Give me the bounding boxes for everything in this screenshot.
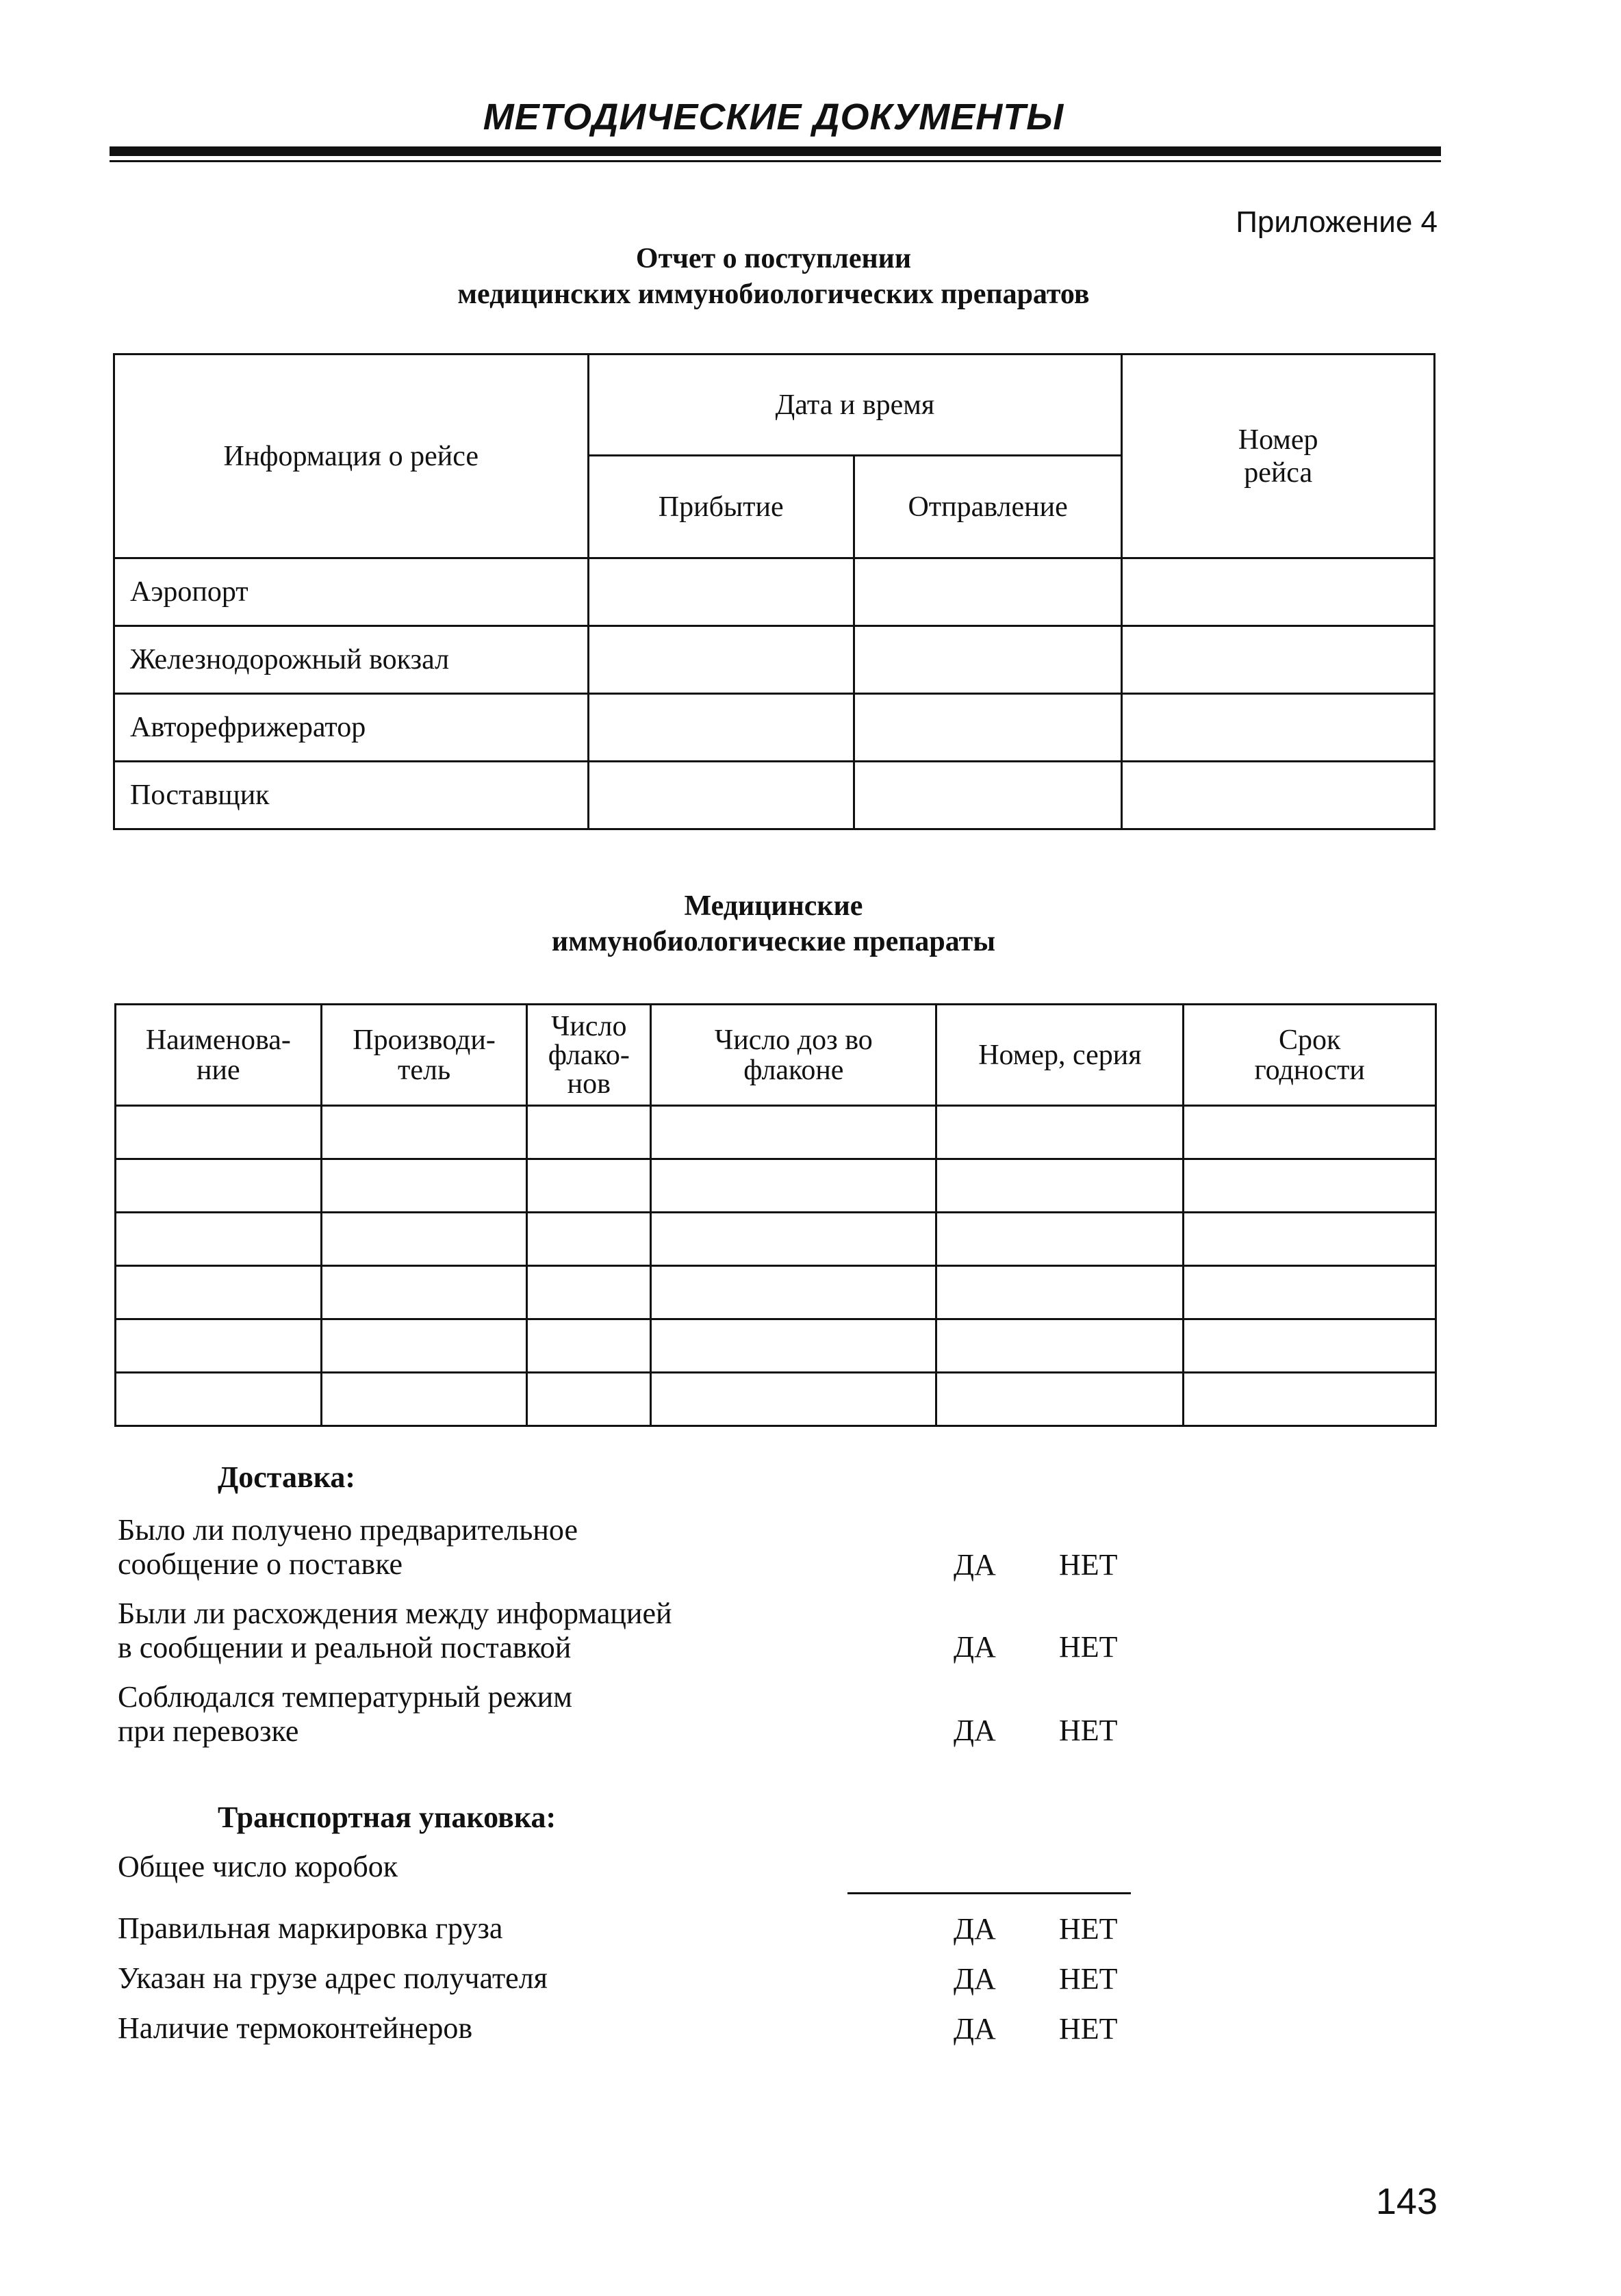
cell-empty: [936, 1373, 1184, 1426]
report-title-line1: Отчет о поступлении: [635, 243, 912, 274]
cell-empty: [651, 1373, 936, 1426]
table-row: [116, 1266, 1436, 1319]
cell-empty: [651, 1319, 936, 1373]
delivery-question-3-line1: Соблюдался температурный режим: [118, 1680, 572, 1714]
delivery-q1-no: НЕТ: [1059, 1548, 1118, 1582]
preparations-title-line2: иммунобиологические препараты: [551, 926, 996, 957]
cell-empty: [527, 1266, 651, 1319]
header-name: Наименова- ние: [116, 1005, 322, 1106]
cell-empty: [1184, 1266, 1436, 1319]
preparations-table: [114, 1003, 1437, 1427]
cell-empty: [1184, 1373, 1436, 1426]
header-rule-thick: [110, 146, 1441, 156]
header-batch-number: Номер, серия: [936, 1005, 1184, 1106]
row-label-airport: Аэропорт: [114, 558, 589, 626]
cell-empty: [321, 1106, 527, 1159]
cell-empty: [1122, 626, 1435, 694]
cell-empty: [1122, 762, 1435, 829]
table-row: [116, 1373, 1436, 1426]
cell-empty: [588, 626, 854, 694]
delivery-question-1-line1: Было ли получено предварительное: [118, 1513, 578, 1547]
cell-empty: [854, 694, 1121, 762]
header-rule-thin: [110, 160, 1441, 162]
cell-empty: [116, 1319, 322, 1373]
packaging-q2-no: НЕТ: [1059, 1962, 1118, 1996]
table-row: [116, 1319, 1436, 1373]
cell-empty: [527, 1213, 651, 1266]
cell-empty: [321, 1373, 527, 1426]
header-expiry: Срок годности: [1184, 1005, 1436, 1106]
delivery-question-2: [118, 1597, 672, 1665]
report-title: [110, 241, 1438, 312]
table-row: [116, 1106, 1436, 1159]
cell-empty: [936, 1319, 1184, 1373]
packaging-q3-no: НЕТ: [1059, 2012, 1118, 2046]
row-label-refrigerated-truck: Авторефрижератор: [114, 694, 589, 762]
cell-empty: [854, 626, 1121, 694]
cell-empty: [936, 1159, 1184, 1213]
cell-empty: [527, 1159, 651, 1213]
delivery-q3-no: НЕТ: [1059, 1714, 1118, 1747]
cell-empty: [651, 1106, 936, 1159]
cell-empty: [1184, 1159, 1436, 1213]
cell-empty: [854, 558, 1121, 626]
cell-empty: [936, 1213, 1184, 1266]
delivery-q2-no: НЕТ: [1059, 1630, 1118, 1664]
packaging-question-3: Наличие термоконтейнеров: [118, 2011, 473, 2045]
cell-empty: [588, 558, 854, 626]
preparations-title-line1: Медицинские: [684, 890, 863, 922]
packaging-q3-yes: ДА: [954, 2012, 996, 2046]
cell-empty: [936, 1106, 1184, 1159]
cell-empty: [116, 1266, 322, 1319]
delivery-question-1-line2: сообщение о поставке: [118, 1547, 403, 1581]
packaging-q2-yes: ДА: [954, 1962, 996, 1996]
delivery-question-1: [118, 1513, 578, 1582]
cell-empty: [1122, 694, 1435, 762]
cell-empty: [588, 762, 854, 829]
cell-empty: [651, 1266, 936, 1319]
delivery-q2-yes: ДА: [954, 1630, 996, 1664]
header-departure: Отправление: [854, 456, 1121, 558]
preparations-title: [110, 888, 1438, 959]
cell-empty: [116, 1159, 322, 1213]
row-label-supplier: Поставщик: [114, 762, 589, 829]
cell-empty: [116, 1106, 322, 1159]
packaging-q1-yes: ДА: [954, 1912, 996, 1946]
cell-empty: [651, 1159, 936, 1213]
packaging-heading: Транспортная упаковка:: [218, 1801, 557, 1834]
delivery-question-3-line2: при перевозке: [118, 1714, 299, 1748]
delivery-question-2-line1: Были ли расхождения между информацией: [118, 1597, 672, 1630]
total-boxes-label: Общее число коробок: [118, 1850, 398, 1883]
header-trip-number: Номер рейса: [1122, 354, 1435, 558]
header-arrival: Прибытие: [588, 456, 854, 558]
header-trip-info: Информация о рейсе: [114, 354, 589, 558]
cell-empty: [527, 1373, 651, 1426]
delivery-q1-yes: ДА: [954, 1548, 996, 1582]
table-row: [116, 1213, 1436, 1266]
page-number: 143: [1375, 2181, 1438, 2222]
cell-empty: [1184, 1213, 1436, 1266]
cell-empty: [1184, 1106, 1436, 1159]
header-vial-count: Число флако- нов: [527, 1005, 651, 1106]
delivery-q3-yes: ДА: [954, 1714, 996, 1747]
cell-empty: [1122, 558, 1435, 626]
cell-empty: [321, 1319, 527, 1373]
cell-empty: [321, 1266, 527, 1319]
header-doses-per-vial: Число доз во флаконе: [651, 1005, 936, 1106]
appendix-label: Приложение 4: [1236, 205, 1438, 239]
report-title-line2: медицинских иммунобиологических препаратов: [457, 279, 1090, 310]
cell-empty: [1184, 1319, 1436, 1373]
cell-empty: [116, 1373, 322, 1426]
cell-empty: [588, 694, 854, 762]
table-row: [116, 1159, 1436, 1213]
header-date-time: Дата и время: [588, 354, 1122, 456]
packaging-question-1: Правильная маркировка груза: [118, 1911, 503, 1945]
delivery-heading: Доставка:: [218, 1460, 356, 1494]
cell-empty: [321, 1159, 527, 1213]
trip-info-table: [113, 353, 1435, 830]
cell-empty: [116, 1213, 322, 1266]
cell-empty: [527, 1319, 651, 1373]
cell-empty: [936, 1266, 1184, 1319]
row-label-railway-station: Железнодорожный вокзал: [114, 626, 589, 694]
delivery-question-3: [118, 1680, 572, 1749]
packaging-q1-no: НЕТ: [1059, 1912, 1118, 1946]
header-manufacturer: Производи- тель: [321, 1005, 527, 1106]
cell-empty: [651, 1213, 936, 1266]
delivery-question-2-line2: в сообщении и реальной поставкой: [118, 1631, 572, 1664]
total-boxes-blank: [847, 1892, 1131, 1894]
cell-empty: [854, 762, 1121, 829]
cell-empty: [527, 1106, 651, 1159]
cell-empty: [321, 1213, 527, 1266]
running-head: МЕТОДИЧЕСКИЕ ДОКУМЕНТЫ: [483, 96, 1064, 138]
packaging-question-2: Указан на грузе адрес получателя: [118, 1961, 548, 1995]
